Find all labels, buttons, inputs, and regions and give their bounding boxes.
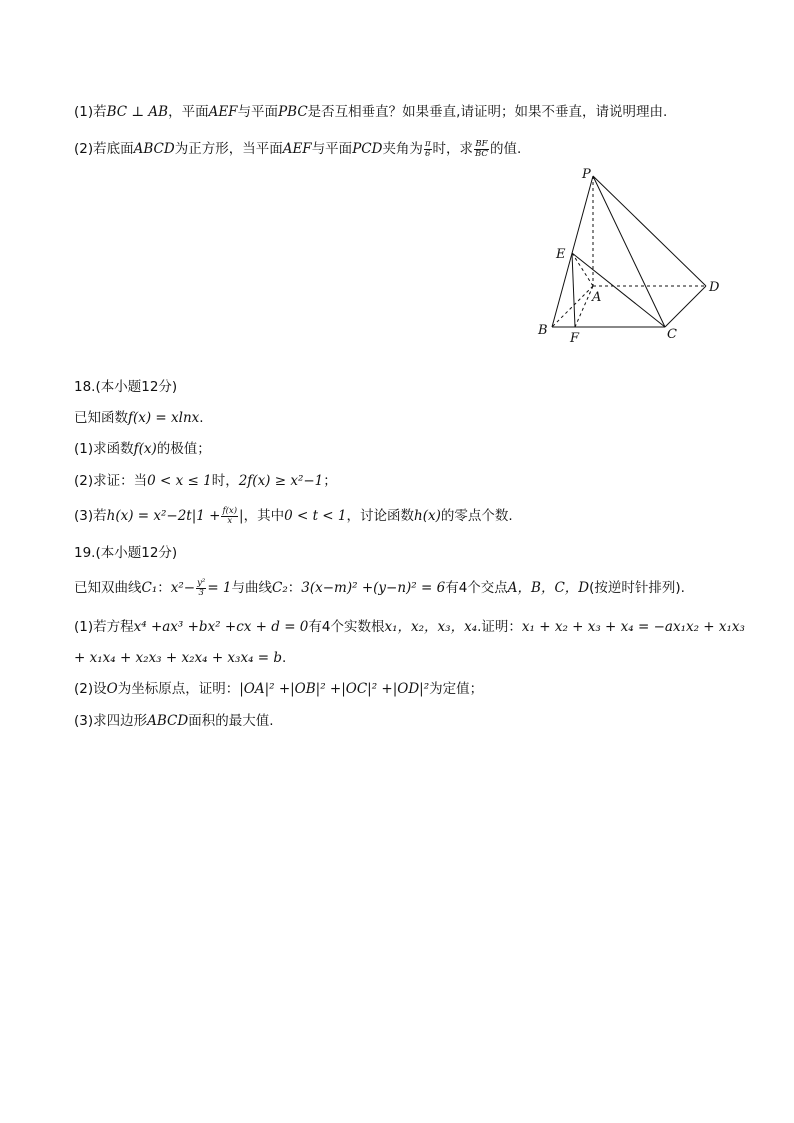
q19-part2: (2)设O为坐标原点，证明：|OA|² +|OB|² +|OC|² +|OD|²为定值； xyxy=(74,681,484,697)
q18-part2: (2)求证：当0 < x ≤ 1时，2f(x) ≥ x²−1； xyxy=(74,473,337,489)
y-squared-over-3-fraction: $\frac{\text{y²}}{3}$ xyxy=(197,577,206,598)
edge-PD xyxy=(593,176,706,286)
label-F: F xyxy=(570,331,580,346)
q19-part1-line2: + x₁x₄ + x₂x₃ + x₂x₄ + x₃x₄ = b. xyxy=(74,650,287,666)
angle-fraction: $\frac{\pi}{6}$ xyxy=(424,138,431,159)
segment-EA xyxy=(572,253,593,286)
q19-heading: 19.(本小题12分) xyxy=(74,545,178,561)
segment-EC xyxy=(572,253,665,327)
q18-part3: (3)若h(x) = x²−2t|1 + $\frac{f(x)}{x}$ |，其中0 < t < 1，讨论函数h(x)的零点个数. xyxy=(74,505,513,526)
label-A: A xyxy=(592,290,602,305)
q19-part1-line1: (1)若方程x⁴ +ax³ +bx² +cx + d = 0有4个实数根x₁，x₂，x₃，x₄.证明：x₁ + x₂ + x₃ + x₄ = −ax₁x₂ + x₁x₃ xyxy=(74,619,745,635)
q17-part1-condition: BC ⊥ AB xyxy=(106,104,169,120)
q17-part1: (1)若BC ⊥ AB，平面AEF与平面PBC是否互相垂直？如果垂直,请证明；如果不垂直，请说明理由. xyxy=(74,104,668,120)
segment-EF xyxy=(572,253,575,327)
q18-part1: (1)求函数f(x)的极值； xyxy=(74,441,211,457)
label-P: P xyxy=(582,167,591,182)
q19-part3: (3)求四边形ABCD面积的最大值. xyxy=(74,713,274,729)
label-D: D xyxy=(709,280,720,295)
edge-AB xyxy=(552,286,593,327)
q18-heading: 18.(本小题12分) xyxy=(74,379,178,395)
q19-given: 已知双曲线C₁：x²− $\frac{\text{y²}}{3}$ = 1与曲线C₂：3(x−m)² +(y−n)² = 6有4个交点A，B，C，D(按逆时针排列). xyxy=(74,577,685,598)
segment-AF xyxy=(575,286,593,327)
label-B: B xyxy=(538,323,548,338)
pyramid-figure xyxy=(534,162,734,347)
edge-CD xyxy=(665,286,706,327)
q17-part2: (2)若底面ABCD为正方形，当平面AEF与平面PCD夹角为 $\frac{\pi}{6}$ 时，求 $\frac{BF}{BC}$ 的值. xyxy=(74,138,522,159)
q18-given: 已知函数f(x) = xlnx. xyxy=(74,410,204,426)
label-C: C xyxy=(667,327,677,342)
edge-PC xyxy=(593,176,665,327)
label-E: E xyxy=(556,247,566,262)
fx-over-x-fraction: $\frac{f(x)}{x}$ xyxy=(222,505,238,526)
ratio-fraction: $\frac{BF}{BC}$ xyxy=(475,138,488,159)
